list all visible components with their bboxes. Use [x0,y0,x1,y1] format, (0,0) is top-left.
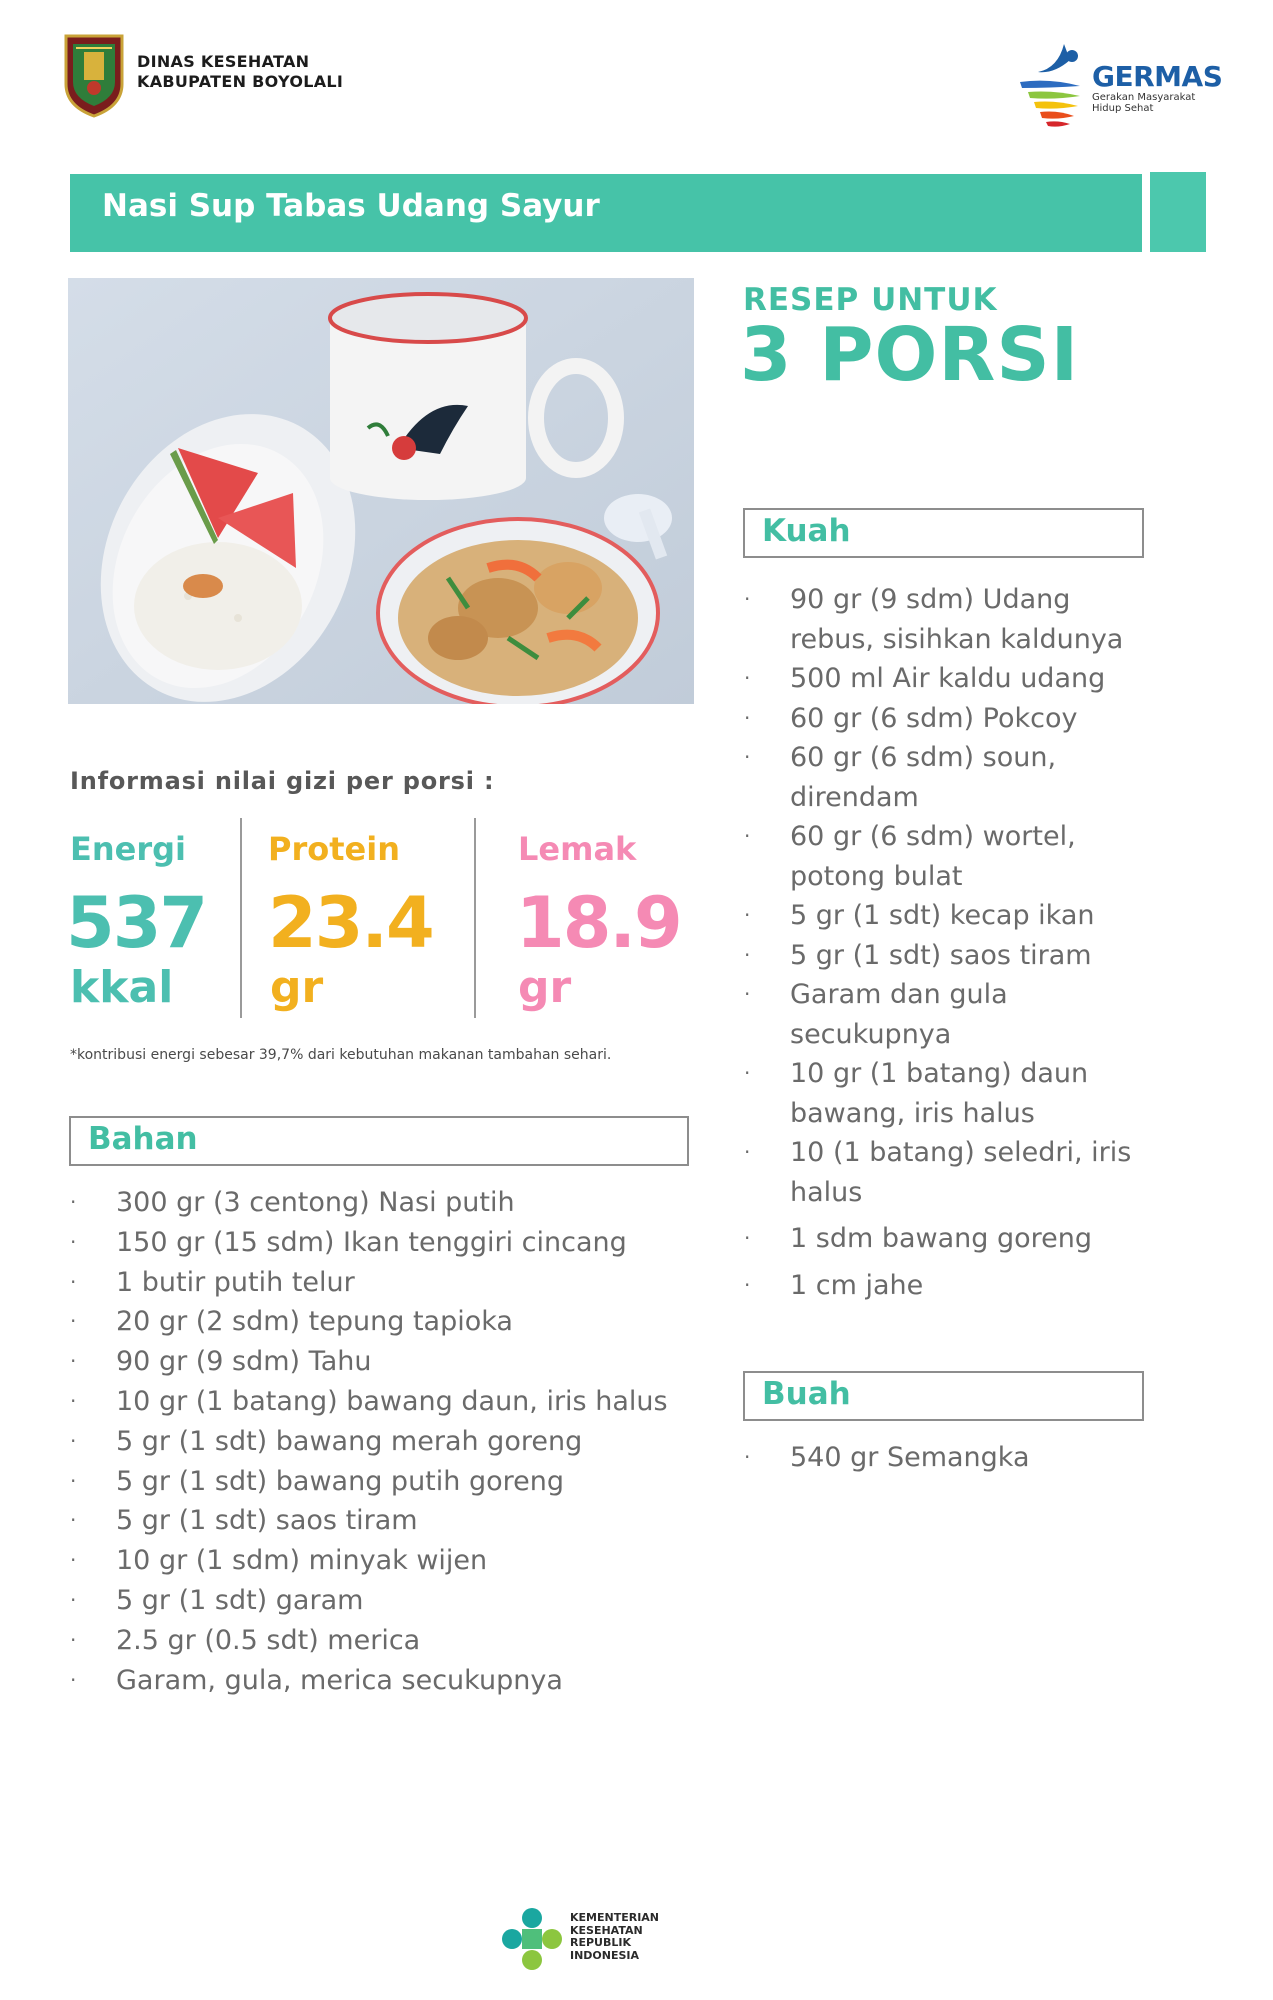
portion-count: 3 PORSI [740,312,1080,398]
bullet-icon: · [70,1388,77,1413]
kuah-list [744,580,1214,1305]
agency-name [137,52,343,92]
list-item-text: 10 gr (1 batang) bawang daun, iris halus [116,1385,668,1417]
list-item-text: 540 gr Semangka [790,1442,1030,1473]
agency-line-2: KABUPATEN BOYOLALI [137,72,344,91]
list-item-text: 10 gr (1 sdm) minyak wijen [116,1545,488,1577]
nutrition-heading: Informasi nilai gizi per porsi : [70,767,495,795]
list-item-text: halus [790,1176,863,1208]
bullet-icon: · [744,824,751,848]
list-item-text: direndam [790,781,919,813]
list-item [70,1462,710,1502]
bullet-icon: · [744,942,751,967]
fat-unit: gr [518,962,572,1013]
bullet-icon: · [744,666,751,690]
list-item [70,1302,710,1342]
list-item-text: potong bulat [790,860,963,892]
food-photo [68,278,694,704]
list-item [744,896,1214,936]
list-item [744,1438,1214,1478]
protein-unit: gr [270,962,324,1013]
germas-tagline [1092,92,1202,114]
list-item-text: 90 gr (9 sdm) Udang [790,584,1071,615]
boyolali-crest-logo [62,32,126,118]
list-item-text: 20 gr (2 sdm) tepung tapioka [116,1306,513,1338]
bullet-icon: · [744,1272,751,1297]
list-item-text: 5 gr (1 sdt) bawang putih goreng [116,1465,564,1497]
bullet-icon: · [70,1508,77,1533]
list-item [744,1133,1214,1212]
bullet-icon: · [70,1548,77,1573]
list-item-text: 150 gr (15 sdm) Ikan tenggiri cincang [116,1226,627,1258]
buah-title: Buah [762,1376,851,1412]
list-item [744,936,1214,976]
bullet-icon: · [744,587,751,611]
list-item-text: 90 gr (9 sdm) Tahu [116,1346,372,1378]
nutrition-divider-1 [240,818,242,1018]
list-item-text: 1 butir putih telur [116,1266,355,1298]
list-item-text: 5 gr (1 sdt) saos tiram [116,1505,418,1537]
kemenkes-logo [500,1906,564,1972]
list-item [70,1223,710,1263]
list-item [70,1621,710,1661]
buah-list [744,1438,1214,1478]
bahan-list [70,1183,710,1700]
list-item [70,1501,710,1541]
ministry-line-1: KEMENTERIAN [570,1911,660,1924]
bullet-icon: · [744,705,751,730]
bullet-icon: · [70,1627,77,1652]
fat-label: Lemak [518,830,637,868]
list-item-text: 60 gr (6 sdm) soun, [790,742,1057,773]
bullet-icon: · [70,1190,77,1214]
list-item [744,817,1214,896]
bullet-icon: · [70,1309,77,1334]
bahan-title: Bahan [88,1121,198,1157]
list-item [744,580,1214,659]
list-item [70,1342,710,1382]
list-item-text: 60 gr (6 sdm) wortel, [790,821,1076,852]
germas-name: GERMAS [1092,60,1223,93]
list-item-text: 5 gr (1 sdt) bawang merah goreng [116,1425,583,1457]
list-item [70,1382,710,1422]
bullet-icon: · [744,982,751,1006]
bullet-icon: · [70,1667,77,1692]
fat-value: 18.9 [516,882,681,964]
list-item-text: 5 gr (1 sdt) kecap ikan [790,900,1095,931]
list-item-text: 1 sdm bawang goreng [790,1223,1093,1254]
list-item [744,1266,1214,1306]
agency-line-1: DINAS KESEHATAN [137,52,310,71]
list-item-text: Garam, gula, merica secukupnya [116,1664,563,1696]
list-item-text: bawang, iris halus [790,1097,1035,1129]
bullet-icon: · [70,1428,77,1453]
list-item-text: Garam dan gula [790,979,1008,1010]
list-item-text: 500 ml Air kaldu udang [790,663,1106,694]
energy-value: 537 [66,882,207,964]
list-item-text: 10 (1 batang) seledri, iris [790,1137,1132,1168]
list-item [70,1581,710,1621]
ministry-line-4: INDONESIA [570,1948,640,1962]
list-item [744,659,1214,699]
list-item [744,1219,1214,1259]
recipe-for-label: RESEP UNTUK [743,282,998,318]
list-item-text: 2.5 gr (0.5 sdt) merica [116,1624,421,1656]
list-item-text: 10 gr (1 batang) daun [790,1058,1089,1089]
ministry-line-2: KESEHATAN [570,1923,643,1937]
list-item [70,1263,710,1303]
bullet-icon: · [744,1445,751,1469]
ministry-name [570,1912,659,1962]
list-item [70,1183,710,1223]
bullet-icon: · [744,1226,751,1250]
bullet-icon: · [70,1229,77,1254]
bullet-icon: · [70,1349,77,1374]
list-item [744,699,1214,739]
list-item [744,738,1214,817]
list-item-text: secukupnya [790,1018,952,1050]
list-item [70,1422,710,1462]
bullet-icon: · [744,903,751,927]
bullet-icon: · [70,1587,77,1612]
bullet-icon: · [744,1061,751,1085]
recipe-title: Nasi Sup Tabas Udang Sayur [102,188,600,224]
energy-unit: kkal [70,962,174,1013]
nutrition-divider-2 [474,818,476,1018]
list-item-text: 300 gr (3 centong) Nasi putih [116,1187,515,1218]
protein-value: 23.4 [268,882,433,964]
kuah-title: Kuah [762,513,851,549]
germas-tagline-2: Hidup Sehat [1092,103,1154,114]
bullet-icon: · [70,1468,77,1493]
protein-label: Protein [268,830,400,868]
bullet-icon: · [744,1140,751,1164]
list-item [744,1054,1214,1133]
nutrition-footnote: *kontribusi energi sebesar 39,7% dari kebutuhan makanan tambahan sehari. [70,1047,612,1063]
list-item [70,1541,710,1581]
list-item-text: rebus, sisihkan kaldunya [790,623,1124,655]
bullet-icon: · [744,745,751,769]
bullet-icon: · [70,1269,77,1294]
germas-tagline-1: Gerakan Masyarakat [1092,92,1196,103]
list-item-text: 1 cm jahe [790,1269,924,1301]
energy-label: Energi [70,830,186,868]
list-item-text: 5 gr (1 sdt) saos tiram [790,939,1092,971]
list-item-text: 60 gr (6 sdm) Pokcoy [790,702,1078,734]
ministry-line-3: REPUBLIK [570,1936,631,1949]
list-item [70,1661,710,1701]
title-banner-tab [1150,172,1206,252]
list-item [744,975,1214,1054]
list-item-text: 5 gr (1 sdt) garam [116,1584,364,1616]
